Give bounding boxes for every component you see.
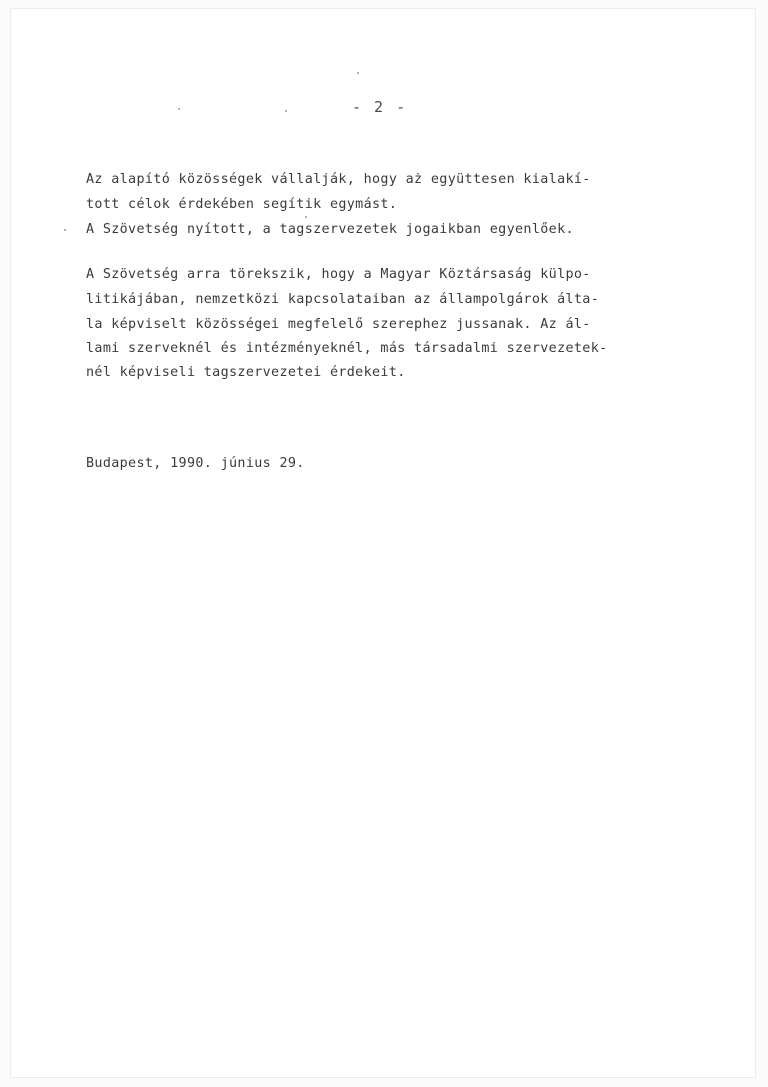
scan-speck (285, 110, 287, 112)
scan-speck (357, 72, 359, 74)
text-line: litikájában, nemzetközi kapcsolataiban az állampolgárok álta- (86, 292, 600, 307)
scan-speck (305, 216, 307, 218)
document-page (10, 8, 756, 1078)
scan-speck (64, 229, 66, 231)
page-number: - 2 - (352, 98, 408, 116)
text-line: lami szerveknél és intézményeknél, más társadalmi szervezetek- (86, 341, 608, 356)
text-line: A Szövetség nyított, a tagszervezetek jogaikban egyenlőek. (86, 222, 574, 237)
text-line: A Szövetség arra törekszik, hogy a Magyar Köztársaság külpo- (86, 267, 591, 282)
text-line: la képviselt közösségei megfelelő szerephez jussanak. Az ál- (86, 317, 591, 332)
text-line: nél képviseli tagszervezetei érdekeit. (86, 365, 406, 380)
scan-speck (178, 108, 180, 110)
text-line: tott célok érdekében segítik egymást. (86, 197, 398, 212)
text-line: Az alapító közösségek vállalják, hogy aż együttesen kialakí- (86, 172, 591, 187)
text-line: Budapest, 1990. június 29. (86, 456, 305, 471)
